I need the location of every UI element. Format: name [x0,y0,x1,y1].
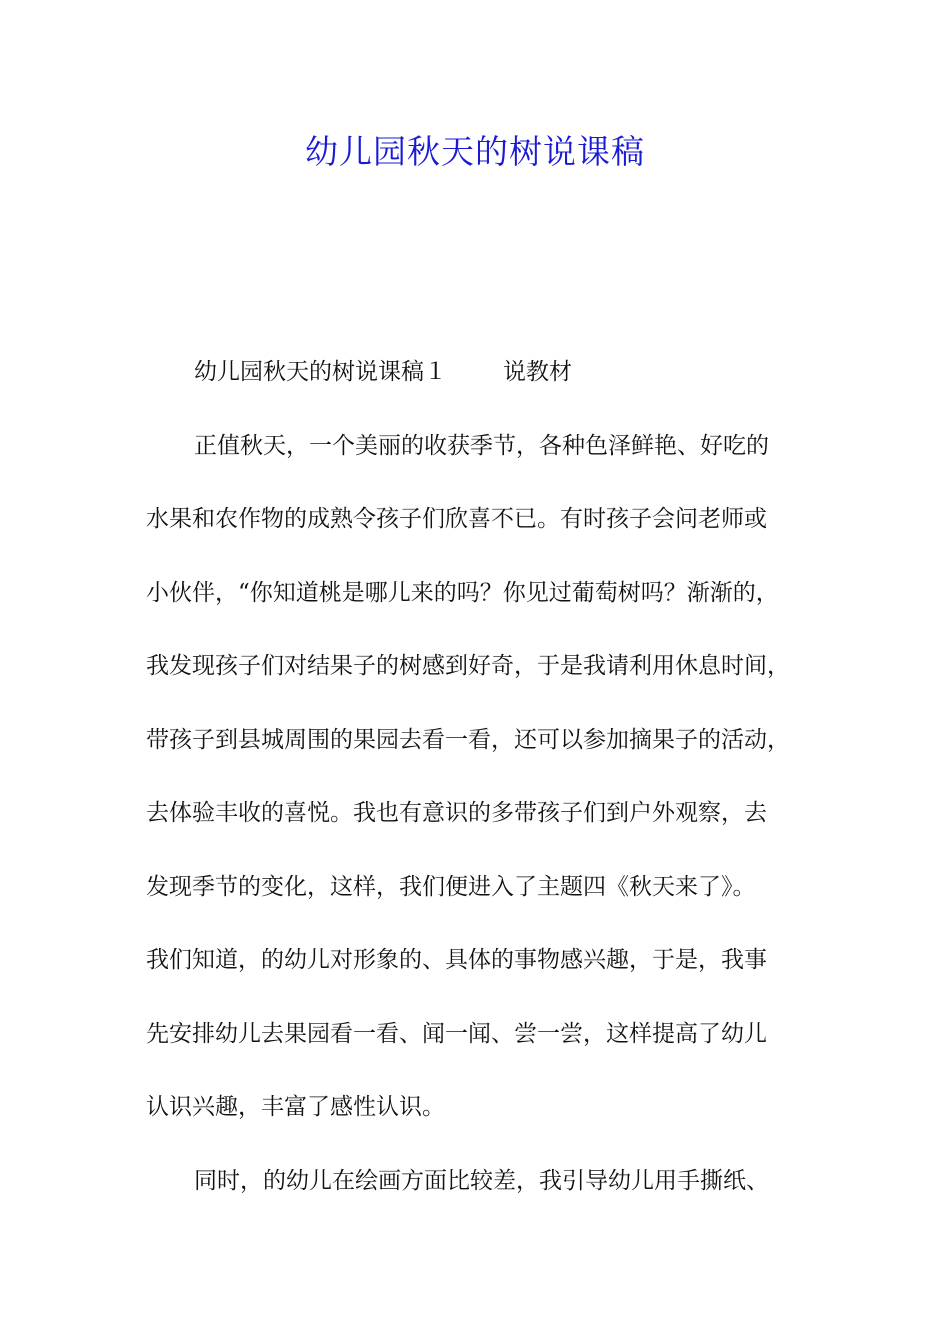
paragraph-1-line-1: 正值秋天，一个美丽的收获季节，各种色泽鲜艳、好吃的 [194,432,769,459]
document-body [146,336,836,1218]
paragraph-1-line-3: 小伙伴，“你知道桃是哪儿来的吗？你见过葡萄树吗？渐渐的， [146,579,779,606]
paragraph-1-line-8: 我们知道，的幼儿对形象的、具体的事物感兴趣，于是，我事 [146,947,767,973]
section-heading [146,336,836,410]
paragraph-1-line-5: 带孩子到县城周围的果园去看一看，还可以参加摘果子的活动， [146,726,790,753]
heading-section: 说教材 [503,359,572,385]
paragraph-1-line-7: 发现季节的变化，这样，我们便进入了主题四《秋天来了》。 [146,873,756,900]
paragraph-1-line-4: 我发现孩子们对结果子的树感到好奇，于是我请利用休息时间， [146,653,790,679]
paragraph-2-line-1: 同时，的幼儿在绘画方面比较差，我引导幼儿用手撕纸、 [194,1167,769,1194]
paragraph-1-line-6: 去体验丰收的喜悦。我也有意识的多带孩子们到户外观察，去 [146,800,767,826]
heading-subtitle: 幼儿园秋天的树说课稿１ [194,359,447,385]
paragraph-1-line-2: 水果和农作物的成熟令孩子们欣喜不已。有时孩子会问老师或 [146,506,767,532]
paragraph-1-line-9: 先安排幼儿去果园看一看、闻一闻、尝一尝，这样提高了幼儿 [146,1020,767,1047]
paragraph-1-line-10: 认识兴趣，丰富了感性认识。 [146,1094,445,1120]
document-title: 幼儿园秋天的树说课稿 [305,132,645,171]
